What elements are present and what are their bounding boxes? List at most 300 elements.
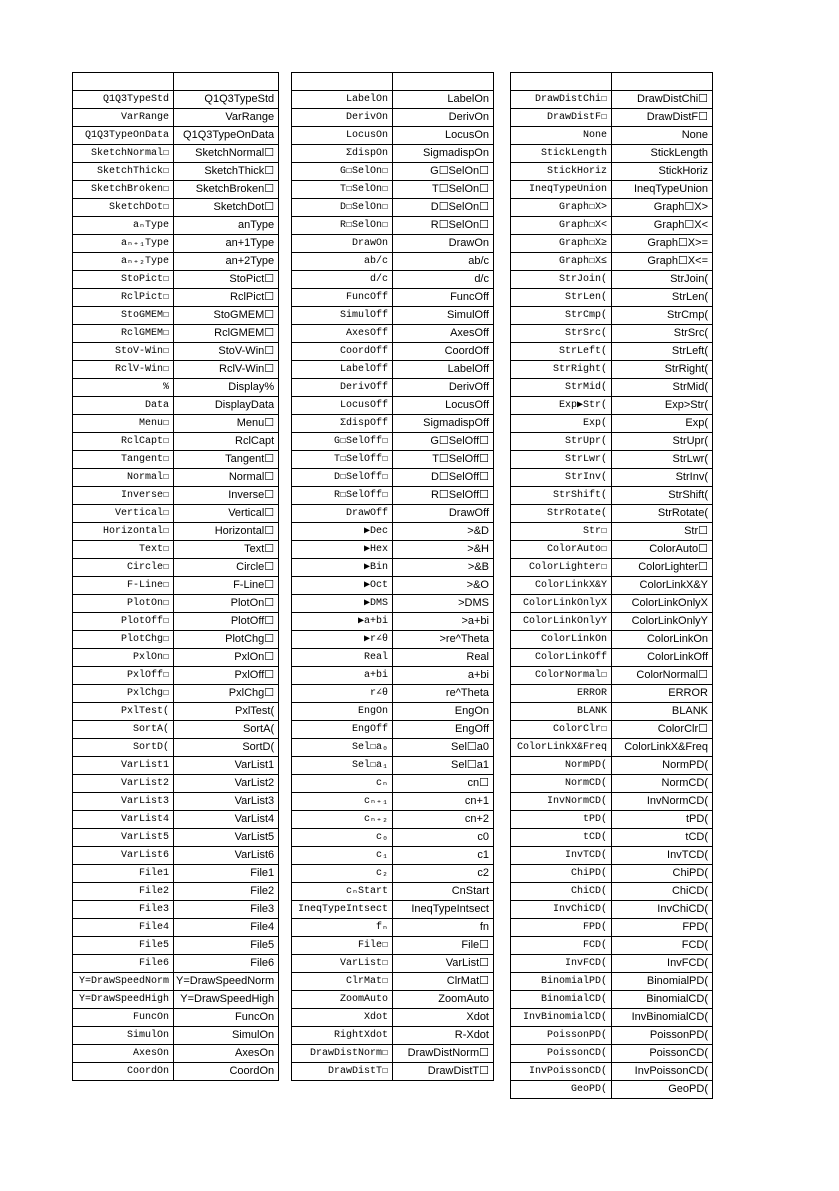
command-cell: RclV-Win☐	[73, 361, 174, 379]
command-cell: PlotOff☐	[73, 613, 174, 631]
command-cell: ΣdispOn	[292, 145, 393, 163]
text-cell: ERROR	[612, 685, 713, 703]
table-row	[73, 613, 279, 631]
command-cell: BLANK	[511, 703, 612, 721]
command-cell: StrSrc(	[511, 325, 612, 343]
command-cell: LocusOn	[292, 127, 393, 145]
command-cell: PxlTest(	[73, 703, 174, 721]
text-cell: StrShift(	[612, 487, 713, 505]
command-cell: Menu☐	[73, 415, 174, 433]
table-row	[511, 757, 713, 775]
text-cell: Exp>Str(	[612, 397, 713, 415]
table-row	[511, 1045, 713, 1063]
table-row	[511, 991, 713, 1009]
text-cell: a+bi	[393, 667, 494, 685]
command-cell: FCD(	[511, 937, 612, 955]
command-cell: SimulOff	[292, 307, 393, 325]
command-cell: PlotOn☐	[73, 595, 174, 613]
text-cell: Y=DrawSpeedHigh	[174, 991, 279, 1009]
table-row	[73, 1027, 279, 1045]
text-cell: PlotChg☐	[174, 631, 279, 649]
text-cell: None	[612, 127, 713, 145]
command-cell: c₀	[292, 829, 393, 847]
command-cell: ▶Hex	[292, 541, 393, 559]
table-row	[292, 199, 494, 217]
text-cell: D☐SelOn☐	[393, 199, 494, 217]
text-cell: Y=DrawSpeedNorm	[174, 973, 279, 991]
table-row	[292, 991, 494, 1009]
command-cell: StoGMEM☐	[73, 307, 174, 325]
table-row	[292, 685, 494, 703]
text-cell: StrCmp(	[612, 307, 713, 325]
table-row	[511, 739, 713, 757]
command-cell: tCD(	[511, 829, 612, 847]
table-row	[73, 73, 279, 91]
command-cell: StrRotate(	[511, 505, 612, 523]
command-cell: ColorLinkOnlyX	[511, 595, 612, 613]
text-cell: an+2Type	[174, 253, 279, 271]
command-cell: T☐SelOn☐	[292, 181, 393, 199]
table-row	[292, 325, 494, 343]
command-cell: VarList5	[73, 829, 174, 847]
command-cell: PxlOn☐	[73, 649, 174, 667]
command-cell: StrLen(	[511, 289, 612, 307]
command-cell: aₙ₊₂Type	[73, 253, 174, 271]
table-row	[73, 505, 279, 523]
table-row	[73, 937, 279, 955]
table-row	[73, 757, 279, 775]
text-cell: ColorLinkX&Y	[612, 577, 713, 595]
text-cell: LocusOff	[393, 397, 494, 415]
command-cell: aₙ₊₁Type	[73, 235, 174, 253]
text-cell: PxlOn☐	[174, 649, 279, 667]
text-cell: StrRotate(	[612, 505, 713, 523]
table-row	[511, 1009, 713, 1027]
table-row	[73, 181, 279, 199]
table-row	[292, 847, 494, 865]
table-row	[511, 901, 713, 919]
command-cell: d/c	[292, 271, 393, 289]
table-row	[511, 1063, 713, 1081]
table-row	[511, 217, 713, 235]
command-cell: StrShift(	[511, 487, 612, 505]
table-row	[511, 649, 713, 667]
table-row	[292, 271, 494, 289]
command-cell: ▶a+bi	[292, 613, 393, 631]
table-row	[292, 901, 494, 919]
text-cell: SketchNormal☐	[174, 145, 279, 163]
text-cell: ClrMat☐	[393, 973, 494, 991]
text-cell: ColorLinkOnlyX	[612, 595, 713, 613]
text-cell: SigmadispOn	[393, 145, 494, 163]
table-row	[73, 721, 279, 739]
text-cell: StrSrc(	[612, 325, 713, 343]
command-cell: StrLwr(	[511, 451, 612, 469]
command-cell: ▶Dec	[292, 523, 393, 541]
text-cell: RclCapt	[174, 433, 279, 451]
command-cell: NormCD(	[511, 775, 612, 793]
text-cell: LocusOn	[393, 127, 494, 145]
text-cell: FPD(	[612, 919, 713, 937]
text-cell: File4	[174, 919, 279, 937]
table-row	[73, 631, 279, 649]
command-cell: ColorClr☐	[511, 721, 612, 739]
command-cell: StrJoin(	[511, 271, 612, 289]
command-cell: DrawOff	[292, 505, 393, 523]
table-row	[292, 1063, 494, 1081]
table-row	[292, 739, 494, 757]
table-row	[511, 577, 713, 595]
text-cell: StrLwr(	[612, 451, 713, 469]
table-row	[73, 541, 279, 559]
table-row	[73, 703, 279, 721]
table-row	[511, 145, 713, 163]
text-cell: DrawDistF☐	[612, 109, 713, 127]
command-cell: ab/c	[292, 253, 393, 271]
table-row	[292, 289, 494, 307]
command-cell: LabelOff	[292, 361, 393, 379]
table-row	[73, 1063, 279, 1081]
command-cell: DrawDistT☐	[292, 1063, 393, 1081]
command-cell: r∠θ	[292, 685, 393, 703]
table-row	[511, 793, 713, 811]
table-row	[292, 379, 494, 397]
table-row	[73, 955, 279, 973]
table-row	[73, 883, 279, 901]
command-cell: Exp(	[511, 415, 612, 433]
command-cell: Data	[73, 397, 174, 415]
text-cell: VarRange	[174, 109, 279, 127]
command-cell: RclGMEM☐	[73, 325, 174, 343]
text-cell: VarList5	[174, 829, 279, 847]
text-cell: DrawDistNorm☐	[393, 1045, 494, 1063]
text-cell: BinomialPD(	[612, 973, 713, 991]
table-row	[73, 865, 279, 883]
command-cell: Exp▶Str(	[511, 397, 612, 415]
table-row	[511, 379, 713, 397]
table-row	[73, 163, 279, 181]
text-cell	[393, 73, 494, 91]
command-cell: File6	[73, 955, 174, 973]
table-row	[292, 937, 494, 955]
table-row	[73, 379, 279, 397]
text-cell: DrawOn	[393, 235, 494, 253]
text-cell: ColorLighter☐	[612, 559, 713, 577]
table-row	[292, 91, 494, 109]
text-cell: Tangent☐	[174, 451, 279, 469]
command-cell: Graph☐X>	[511, 199, 612, 217]
command-cell: a+bi	[292, 667, 393, 685]
command-cell: LabelOn	[292, 91, 393, 109]
command-cell: File2	[73, 883, 174, 901]
text-cell: R☐SelOn☐	[393, 217, 494, 235]
table-row	[511, 973, 713, 991]
command-cell: VarList4	[73, 811, 174, 829]
command-cell: Graph☐X≤	[511, 253, 612, 271]
command-cell: PoissonPD(	[511, 1027, 612, 1045]
command-cell: Normal☐	[73, 469, 174, 487]
text-cell: ColorNormal☐	[612, 667, 713, 685]
text-cell: Display%	[174, 379, 279, 397]
text-cell: File5	[174, 937, 279, 955]
table-row	[292, 541, 494, 559]
text-cell: DerivOff	[393, 379, 494, 397]
command-cell: CoordOff	[292, 343, 393, 361]
text-cell: T☐SelOn☐	[393, 181, 494, 199]
text-cell: PlotOn☐	[174, 595, 279, 613]
command-cell: ColorLinkX&Freq	[511, 739, 612, 757]
table-row	[292, 865, 494, 883]
table-row	[73, 469, 279, 487]
text-cell: >&H	[393, 541, 494, 559]
text-cell: Graph☐X>=	[612, 235, 713, 253]
text-cell	[612, 73, 713, 91]
command-cell: Xdot	[292, 1009, 393, 1027]
table-row	[73, 667, 279, 685]
table-row	[292, 523, 494, 541]
command-cell: SimulOn	[73, 1027, 174, 1045]
command-cell: Sel☐a₀	[292, 739, 393, 757]
table-row	[292, 469, 494, 487]
command-cell: InvBinomialCD(	[511, 1009, 612, 1027]
table-row	[292, 955, 494, 973]
table-row	[73, 523, 279, 541]
table-row	[511, 559, 713, 577]
text-cell: Graph☐X>	[612, 199, 713, 217]
text-cell: File1	[174, 865, 279, 883]
command-cell: ΣdispOff	[292, 415, 393, 433]
command-table-3	[510, 72, 713, 1099]
table-row	[511, 451, 713, 469]
table-row	[292, 487, 494, 505]
text-cell: NormCD(	[612, 775, 713, 793]
table-row	[292, 505, 494, 523]
command-cell: StickLength	[511, 145, 612, 163]
table-row	[73, 685, 279, 703]
table-row	[73, 127, 279, 145]
table-row	[292, 163, 494, 181]
text-cell: Sel☐a1	[393, 757, 494, 775]
text-cell: SortA(	[174, 721, 279, 739]
table-row	[73, 811, 279, 829]
command-cell: ColorLighter☐	[511, 559, 612, 577]
command-cell: c₁	[292, 847, 393, 865]
command-cell: %	[73, 379, 174, 397]
text-cell: LabelOn	[393, 91, 494, 109]
command-cell: StrInv(	[511, 469, 612, 487]
command-cell: Text☐	[73, 541, 174, 559]
table-row	[292, 577, 494, 595]
command-cell	[292, 73, 393, 91]
table-row	[511, 523, 713, 541]
command-cell: File4	[73, 919, 174, 937]
text-cell: InvFCD(	[612, 955, 713, 973]
command-cell: File1	[73, 865, 174, 883]
table-row	[292, 703, 494, 721]
command-cell: InvTCD(	[511, 847, 612, 865]
text-cell: NormPD(	[612, 757, 713, 775]
text-cell: AxesOn	[174, 1045, 279, 1063]
table-row	[511, 883, 713, 901]
table-row	[511, 127, 713, 145]
text-cell: ZoomAuto	[393, 991, 494, 1009]
table-row	[73, 271, 279, 289]
text-cell: StoV-Win☐	[174, 343, 279, 361]
table-row	[73, 235, 279, 253]
command-cell: aₙType	[73, 217, 174, 235]
table-row	[292, 343, 494, 361]
table-row	[511, 847, 713, 865]
command-cell: Y=DrawSpeedHigh	[73, 991, 174, 1009]
command-cell: ColorLinkX&Y	[511, 577, 612, 595]
command-cell: AxesOn	[73, 1045, 174, 1063]
text-cell: VarList☐	[393, 955, 494, 973]
command-cell: LocusOff	[292, 397, 393, 415]
table-row	[511, 1027, 713, 1045]
text-cell: SketchDot☐	[174, 199, 279, 217]
command-cell: ColorAuto☐	[511, 541, 612, 559]
table-row	[511, 271, 713, 289]
table-row	[73, 397, 279, 415]
command-cell: tPD(	[511, 811, 612, 829]
command-cell: D☐SelOn☐	[292, 199, 393, 217]
command-cell: ▶r∠θ	[292, 631, 393, 649]
table-row	[73, 415, 279, 433]
table-row	[511, 325, 713, 343]
text-cell: tCD(	[612, 829, 713, 847]
command-cell: PoissonCD(	[511, 1045, 612, 1063]
table-row	[73, 289, 279, 307]
table-row	[292, 181, 494, 199]
command-cell: Real	[292, 649, 393, 667]
command-cell: VarList1	[73, 757, 174, 775]
command-cell: VarRange	[73, 109, 174, 127]
command-cell: DrawDistF☐	[511, 109, 612, 127]
command-cell: c₂	[292, 865, 393, 883]
text-cell: InvBinomialCD(	[612, 1009, 713, 1027]
table-row	[511, 487, 713, 505]
text-cell: SketchBroken☐	[174, 181, 279, 199]
table-row	[73, 739, 279, 757]
text-cell: StrJoin(	[612, 271, 713, 289]
command-cell: RightXdot	[292, 1027, 393, 1045]
text-cell: SimulOff	[393, 307, 494, 325]
command-cell: IneqTypeIntsect	[292, 901, 393, 919]
text-cell: CoordOff	[393, 343, 494, 361]
text-cell: SortD(	[174, 739, 279, 757]
text-cell: CnStart	[393, 883, 494, 901]
text-cell: >&O	[393, 577, 494, 595]
text-cell: SimulOn	[174, 1027, 279, 1045]
text-cell: StrMid(	[612, 379, 713, 397]
command-cell: VarList3	[73, 793, 174, 811]
text-cell: IneqTypeUnion	[612, 181, 713, 199]
text-cell: Menu☐	[174, 415, 279, 433]
table-row	[73, 901, 279, 919]
text-cell: InvNormCD(	[612, 793, 713, 811]
text-cell: Circle☐	[174, 559, 279, 577]
table-row	[292, 109, 494, 127]
table-row	[292, 1027, 494, 1045]
table-row	[73, 91, 279, 109]
text-cell: F-Line☐	[174, 577, 279, 595]
command-cell: File3	[73, 901, 174, 919]
text-cell: StrInv(	[612, 469, 713, 487]
table-row	[511, 631, 713, 649]
text-cell: ChiCD(	[612, 883, 713, 901]
text-cell: Text☐	[174, 541, 279, 559]
command-cell: DrawOn	[292, 235, 393, 253]
text-cell: BinomialCD(	[612, 991, 713, 1009]
table-row	[511, 955, 713, 973]
text-cell: VarList3	[174, 793, 279, 811]
command-cell: File☐	[292, 937, 393, 955]
command-cell: Sel☐a₁	[292, 757, 393, 775]
table-row	[73, 775, 279, 793]
table-row	[292, 667, 494, 685]
text-cell: SigmadispOff	[393, 415, 494, 433]
command-cell: Circle☐	[73, 559, 174, 577]
command-cell: StrLeft(	[511, 343, 612, 361]
table-row	[292, 307, 494, 325]
text-cell: T☐SelOff☐	[393, 451, 494, 469]
table-row	[73, 1045, 279, 1063]
command-cell: BinomialCD(	[511, 991, 612, 1009]
command-cell: Tangent☐	[73, 451, 174, 469]
command-cell: ZoomAuto	[292, 991, 393, 1009]
command-cell: SketchThick☐	[73, 163, 174, 181]
text-cell: PxlTest(	[174, 703, 279, 721]
table-row	[511, 109, 713, 127]
text-cell: Vertical☐	[174, 505, 279, 523]
text-cell: ColorClr☐	[612, 721, 713, 739]
table-row	[511, 919, 713, 937]
command-cell: VarList☐	[292, 955, 393, 973]
text-cell: StrRight(	[612, 361, 713, 379]
text-cell: ChiPD(	[612, 865, 713, 883]
command-cell	[511, 73, 612, 91]
text-cell: >&D	[393, 523, 494, 541]
command-cell: StrUpr(	[511, 433, 612, 451]
command-table-2	[291, 72, 494, 1081]
text-cell: DrawDistChi☐	[612, 91, 713, 109]
text-cell: G☐SelOn☐	[393, 163, 494, 181]
command-cell: ▶DMS	[292, 595, 393, 613]
text-cell: an+1Type	[174, 235, 279, 253]
command-cell: FPD(	[511, 919, 612, 937]
table-row	[73, 595, 279, 613]
table-row	[511, 469, 713, 487]
command-cell: DrawDistChi☐	[511, 91, 612, 109]
table-row	[73, 253, 279, 271]
table-row	[511, 829, 713, 847]
table-row	[511, 253, 713, 271]
table-row	[511, 811, 713, 829]
table-row	[292, 235, 494, 253]
table-row	[292, 793, 494, 811]
table-row	[292, 595, 494, 613]
table-row	[73, 109, 279, 127]
command-cell: G☐SelOn☐	[292, 163, 393, 181]
text-cell: StrLen(	[612, 289, 713, 307]
text-cell: tPD(	[612, 811, 713, 829]
table-row	[73, 649, 279, 667]
command-cell: EngOff	[292, 721, 393, 739]
text-cell: SketchThick☐	[174, 163, 279, 181]
text-cell: VarList1	[174, 757, 279, 775]
text-cell: StrLeft(	[612, 343, 713, 361]
table-body	[73, 73, 279, 1081]
